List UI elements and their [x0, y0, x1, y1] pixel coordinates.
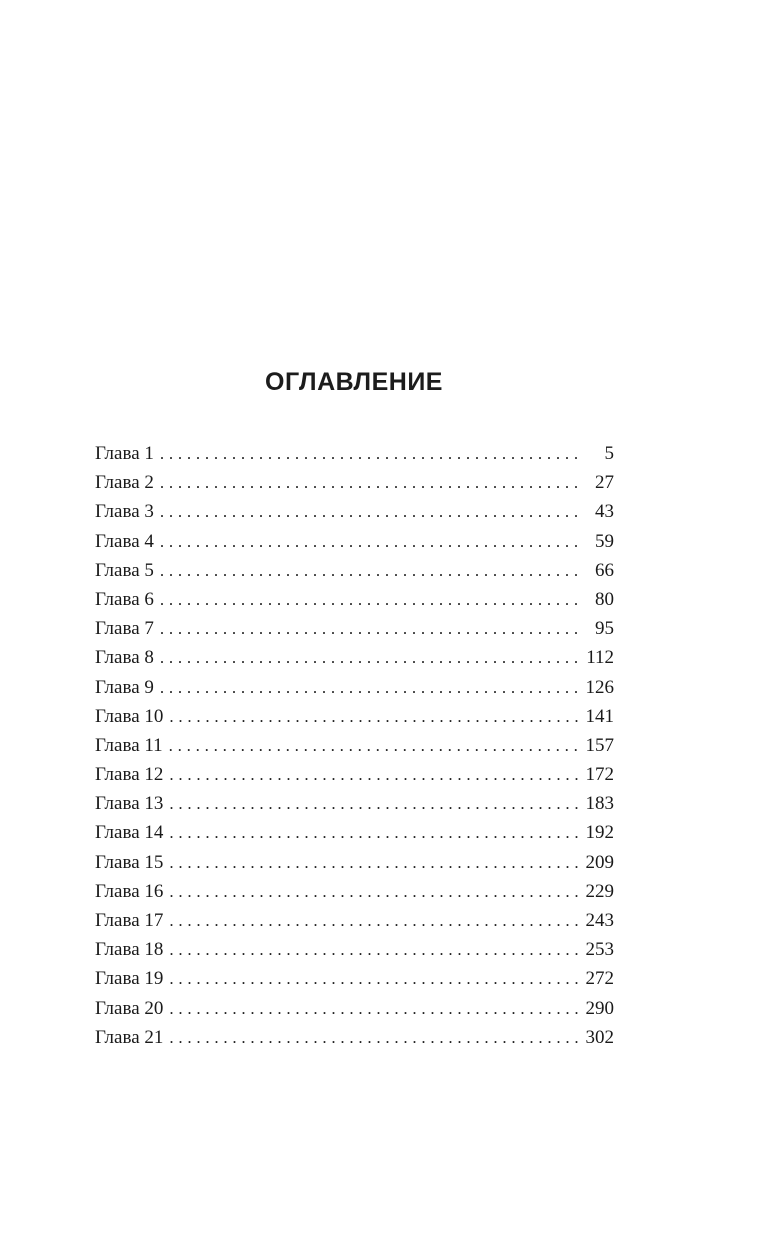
toc-entry-label: Глава 9: [95, 676, 154, 698]
toc-entry-leader: [169, 702, 578, 731]
toc-entry[interactable]: [95, 585, 614, 614]
toc-entry-leader: [169, 935, 578, 964]
toc-entry-leader: [160, 643, 578, 672]
toc-entry-leader: [169, 877, 578, 906]
toc-entry-label: Глава 15: [95, 851, 164, 873]
toc-entry-page: 209: [585, 851, 614, 873]
toc-entry-label: Глава 4: [95, 530, 154, 552]
toc-entry[interactable]: [95, 818, 614, 847]
toc-entry-leader: [169, 818, 578, 847]
toc-entry-label: Глава 13: [95, 793, 164, 815]
toc-entry-label: Глава 12: [95, 764, 164, 786]
toc-entry-page: 229: [585, 880, 614, 902]
toc-entry-label: Глава 7: [95, 618, 154, 640]
toc-entry-label: Глава 3: [95, 501, 154, 523]
toc-entry-label: Глава 1: [95, 443, 154, 464]
toc-entry-leader: [169, 848, 578, 877]
toc-entry-leader: [169, 906, 578, 935]
toc-entry-page: 157: [585, 734, 614, 756]
toc-entry-label: Глава 16: [95, 880, 164, 902]
toc-entry-label: Глава 18: [95, 939, 164, 961]
toc-entry-leader: [169, 964, 578, 993]
toc-entry-page: 192: [585, 822, 614, 844]
toc-entry[interactable]: [95, 497, 614, 526]
toc-list: [95, 439, 614, 1052]
toc-entry[interactable]: [95, 789, 614, 818]
toc-entry[interactable]: [95, 439, 614, 468]
toc-entry-label: Глава 19: [95, 968, 164, 990]
toc-entry[interactable]: [95, 906, 614, 935]
toc-entry-label: Глава 17: [95, 910, 164, 931]
toc-entry-leader: [160, 527, 578, 556]
toc-entry-label: Глава 21: [95, 1026, 164, 1048]
toc-entry[interactable]: [95, 964, 614, 993]
toc-entry-leader: [169, 994, 578, 1023]
toc-entry-label: Глава 20: [95, 997, 164, 1019]
toc-entry-page: 183: [585, 793, 614, 815]
toc-entry-leader: [160, 673, 578, 702]
toc-entry-label: Глава 14: [95, 822, 164, 844]
toc-entry[interactable]: [95, 614, 614, 643]
toc-heading: ОГЛАВЛЕНИЕ: [265, 368, 443, 396]
toc-entry-leader: [160, 439, 578, 468]
toc-entry[interactable]: [95, 848, 614, 877]
toc-entry-label: Глава 11: [95, 734, 163, 756]
toc-entry[interactable]: [95, 731, 614, 760]
toc-entry-page: 172: [585, 764, 614, 786]
toc-entry[interactable]: [95, 994, 614, 1023]
toc-entry-leader: [160, 556, 578, 585]
toc-entry-page: 27: [595, 472, 614, 494]
toc-entry[interactable]: [95, 673, 614, 702]
toc-entry-label: Глава 6: [95, 588, 154, 610]
toc-entry-page: 66: [595, 559, 614, 581]
toc-entry[interactable]: [95, 556, 614, 585]
toc-entry[interactable]: [95, 702, 614, 731]
toc-entry-page: 302: [585, 1026, 614, 1048]
toc-entry-label: Глава 2: [95, 472, 154, 494]
toc-entry-page: 95: [595, 618, 614, 640]
toc-entry[interactable]: [95, 643, 614, 672]
toc-entry-page: 43: [595, 501, 614, 523]
toc-entry-label: Глава 8: [95, 647, 154, 669]
toc-entry-leader: [160, 468, 578, 497]
toc-entry-leader: [169, 789, 578, 818]
toc-entry-page: 272: [585, 968, 614, 990]
toc-entry-leader: [160, 585, 578, 614]
toc-entry-page: 5: [604, 443, 614, 464]
toc-entry-leader: [160, 614, 578, 643]
toc-entry-label: Глава 10: [95, 705, 164, 727]
toc-entry-page: 243: [585, 910, 614, 931]
toc-entry-page: 126: [585, 676, 614, 698]
toc-entry[interactable]: [95, 468, 614, 497]
toc-entry-page: 112: [586, 647, 614, 669]
toc-entry-leader: [160, 497, 578, 526]
toc-entry-page: 290: [585, 997, 614, 1019]
toc-entry-leader: [169, 760, 578, 789]
toc-entry[interactable]: [95, 527, 614, 556]
toc-entry[interactable]: [95, 877, 614, 906]
toc-entry[interactable]: [95, 760, 614, 789]
toc-entry-leader: [169, 1023, 578, 1052]
toc-entry[interactable]: [95, 935, 614, 964]
toc-entry-label: Глава 5: [95, 559, 154, 581]
toc-entry[interactable]: [95, 1023, 614, 1052]
toc-entry-page: 59: [595, 530, 614, 552]
toc-entry-leader: [169, 731, 578, 760]
toc-entry-page: 80: [595, 588, 614, 610]
toc-entry-page: 141: [585, 705, 614, 727]
toc-entry-page: 253: [585, 939, 614, 961]
